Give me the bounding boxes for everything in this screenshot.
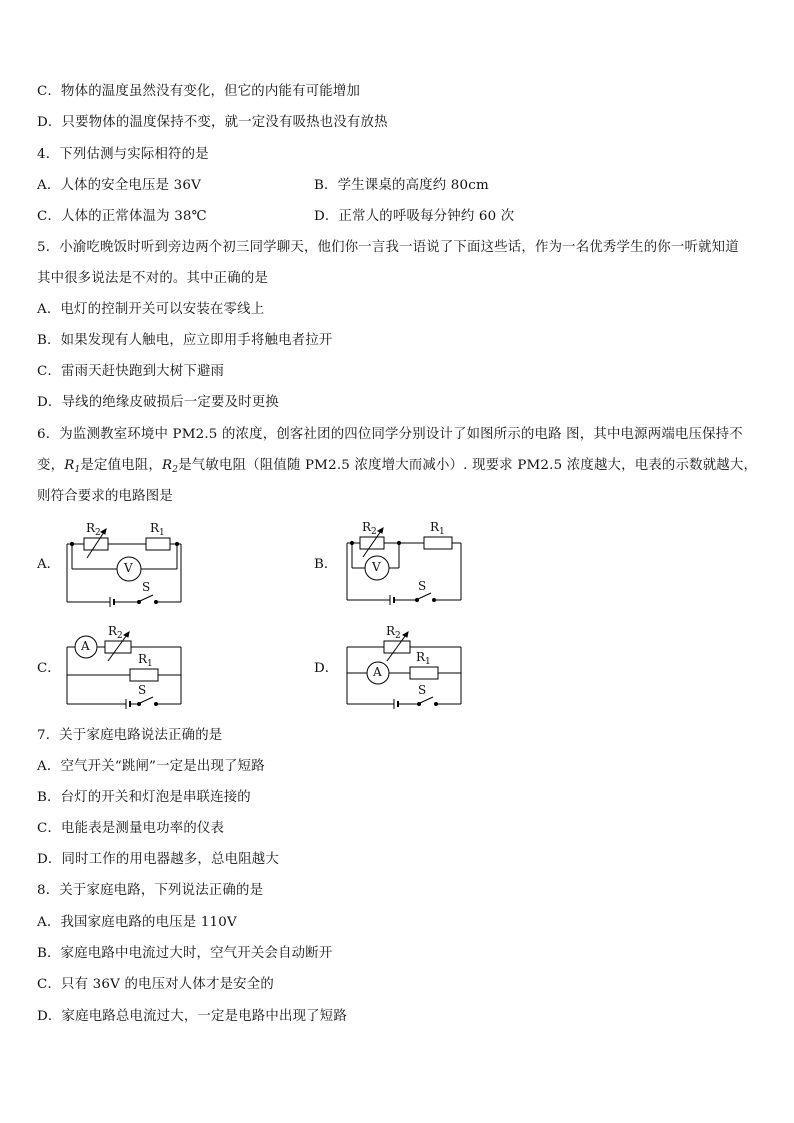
- q6-option-b-label: B．: [314, 557, 338, 572]
- q7-option-c: C．电能表是测量电功率的仪表: [37, 821, 225, 836]
- r1-resistor: [146, 538, 170, 550]
- q6-r2-symbol: $R_2$: [161, 458, 179, 475]
- r2-label: $R_2$: [86, 521, 101, 538]
- r1-resistor: [130, 669, 158, 681]
- r2-label: $R_2$: [362, 520, 377, 537]
- r1-label: $R_1$: [150, 521, 165, 538]
- q5-option-a: A．电灯的控制开关可以安装在零线上: [37, 302, 265, 317]
- switch-icon: [420, 697, 433, 703]
- r2-label: $R_2$: [108, 624, 123, 641]
- q6-r1-symbol: $R_1$: [64, 458, 81, 475]
- q7-stem: 7．关于家庭电路说法正确的是: [37, 728, 223, 743]
- r1-label: $R_1$: [430, 520, 445, 537]
- q7-option-d: D．同时工作的用电器越多，总电阻越大: [37, 852, 279, 867]
- switch-icon: [418, 593, 431, 599]
- q8-option-d: D．家庭电路总电流过大，一定是电路中出现了短路: [37, 1009, 347, 1024]
- circuit-diagram-c: [60, 622, 190, 712]
- q6-line2-mid: 是定值电阻，: [80, 458, 162, 473]
- q5-stem-line1: 5．小渝吃晚饭时听到旁边两个初三同学聊天，他们你一言我一语说了下面这些话，作为一名优秀学生的你一听就知道: [37, 240, 739, 255]
- q5-option-c: C．雷雨天赶快跑到大树下避雨: [37, 364, 225, 379]
- q3-option-c: C．物体的温度虽然没有变化，但它的内能有可能增加: [37, 84, 361, 99]
- circuit-diagram-a: [60, 518, 190, 608]
- q6-line2-post: 是气敏电阻（阻值随 PM2.5 浓度增大而减小）. 现要求 PM2.5 浓度越大，电表的示数就越大，: [178, 458, 758, 473]
- q6-stem-line1: 6．为监测教室环境中 PM2.5 的浓度，创客社团的四位同学分别设计了如图所示的电路 图，其中电源两端电压保持不: [37, 427, 743, 442]
- circuit-diagram-b: [340, 518, 470, 608]
- q4-stem: 4．下列估测与实际相符的是: [37, 147, 209, 162]
- q6-stem-line2: [37, 457, 757, 479]
- switch-label: S: [142, 580, 151, 594]
- q4-option-c: C．人体的正常体温为 38℃: [37, 209, 207, 224]
- q4-option-d: D．正常人的呼吸每分钟约 60 次: [314, 209, 515, 224]
- r1-resistor: [424, 537, 452, 549]
- q6-option-d-label: D．: [314, 661, 339, 676]
- switch-label: S: [418, 579, 427, 593]
- q3-option-d: D．只要物体的温度保持不变，就一定没有吸热也没有放热: [37, 115, 388, 130]
- q4-option-a: A．人体的安全电压是 36V: [37, 178, 201, 193]
- q6-stem-line3: 则符合要求的电路图是: [37, 489, 173, 504]
- switch-icon: [140, 697, 153, 703]
- voltmeter-label: V: [372, 560, 381, 574]
- r2-resistor: [360, 537, 384, 549]
- q7-option-b: B．台灯的开关和灯泡是串联连接的: [37, 790, 251, 805]
- q8-option-b: B．家庭电路中电流过大时，空气开关会自动断开: [37, 946, 333, 961]
- r2-label: $R_2$: [386, 624, 401, 641]
- q5-option-d: D．导线的绝缘皮破损后一定要及时更换: [37, 395, 279, 410]
- ammeter-label: A: [81, 639, 90, 653]
- r1-label: $R_1$: [416, 650, 431, 667]
- circuit-diagram-d: [340, 622, 470, 712]
- ammeter-label: A: [373, 665, 382, 679]
- q4-option-b: B．学生课桌的高度约 80cm: [314, 178, 489, 193]
- q7-option-a: A．空气开关“跳闸”一定是出现了短路: [37, 759, 265, 774]
- r1-resistor: [410, 667, 438, 679]
- switch-label: S: [418, 683, 427, 697]
- q8-stem: 8．关于家庭电路，下列说法正确的是: [37, 883, 264, 898]
- q8-option-a: A．我国家庭电路的电压是 110V: [37, 915, 237, 930]
- r1-label: $R_1$: [138, 652, 153, 669]
- q8-option-c: C．只有 36V 的电压对人体才是安全的: [37, 977, 274, 992]
- q6-option-c-label: C．: [37, 661, 61, 676]
- switch-label: S: [138, 683, 147, 697]
- q5-stem-line2: 其中很多说法是不对的。其中正确的是: [37, 271, 269, 286]
- voltmeter-label: V: [124, 561, 133, 575]
- switch-icon: [140, 595, 153, 601]
- q6-line2-pre: 变，: [37, 458, 65, 473]
- q5-option-b: B．如果发现有人触电，应立即用手将触电者拉开: [37, 333, 333, 348]
- q6-option-a-label: A．: [37, 557, 61, 572]
